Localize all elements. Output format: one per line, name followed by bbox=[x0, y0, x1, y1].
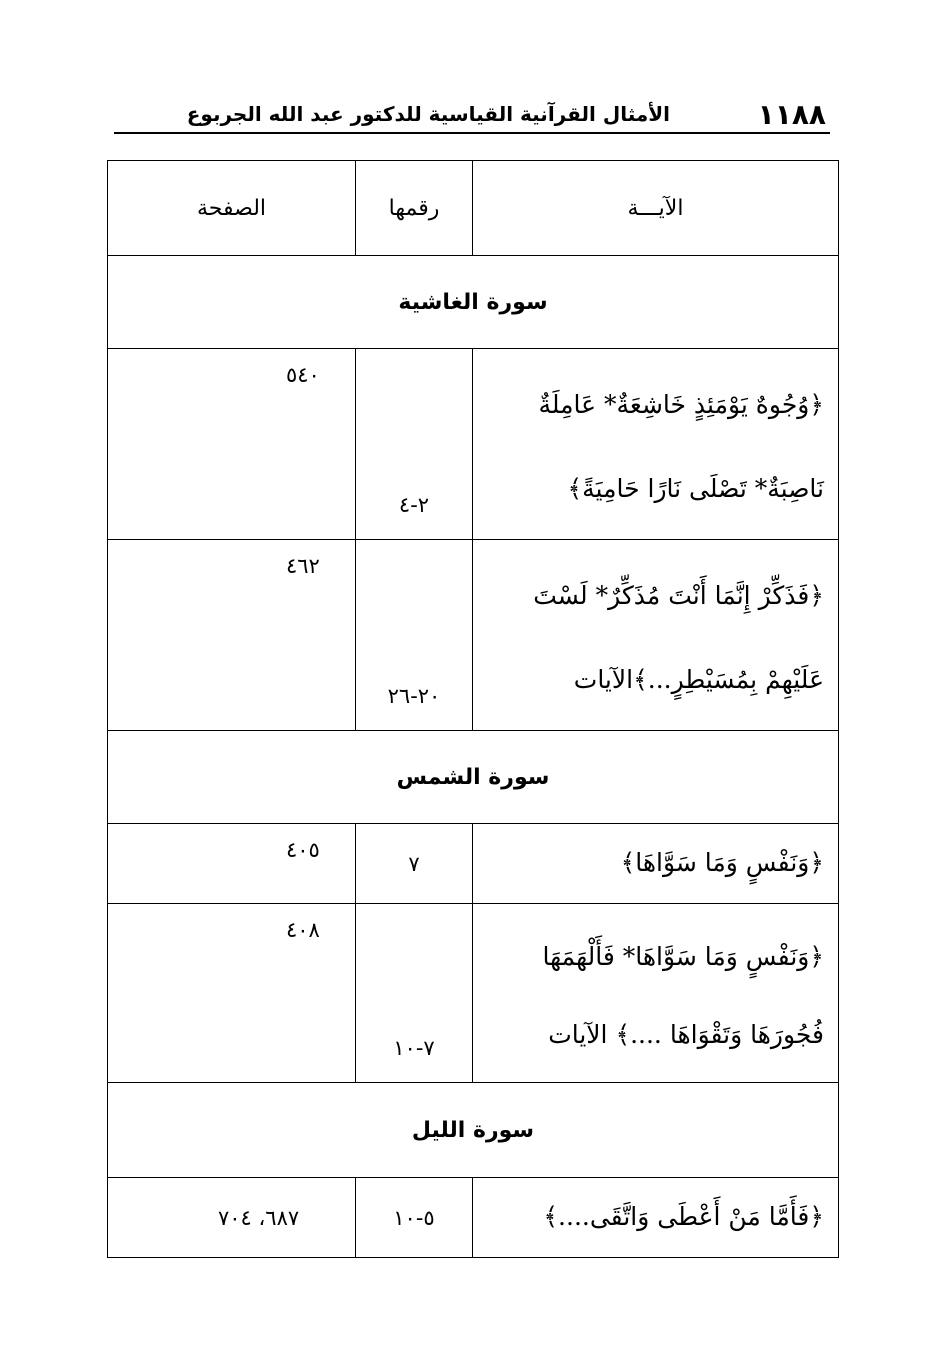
table-row bbox=[108, 540, 839, 731]
aya-number: ٢-٤ bbox=[356, 349, 473, 540]
page-ref: ٦٨٧، ٧٠٤ bbox=[108, 1178, 356, 1258]
aya-number: ٧ bbox=[356, 824, 473, 904]
table-row bbox=[108, 349, 839, 540]
surah-title: سورة الشمس bbox=[108, 731, 839, 824]
table-row bbox=[108, 904, 839, 1083]
aya-text: ﴿وَنَفْسٍ وَمَا سَوَّاهَا* فَأَلْهَمَهَا فُجُورَهَا وَتَقْوَاهَا ....﴾ الآيات bbox=[473, 904, 839, 1083]
page-ref: ٤٠٨ bbox=[108, 904, 356, 1083]
surah-row bbox=[108, 256, 839, 349]
aya-text: ﴿فَذَكِّرْ إِنَّمَا أَنْتَ مُذَكِّرٌ* لَسْتَ عَلَيْهِمْ بِمُسَيْطِرٍ...﴾الآيات bbox=[473, 540, 839, 731]
page-ref: ٥٤٠ bbox=[108, 349, 356, 540]
surah-row bbox=[108, 1083, 839, 1178]
table-row bbox=[108, 824, 839, 904]
page-number: ١١٨٨ bbox=[757, 98, 826, 131]
surah-title: سورة الليل bbox=[108, 1083, 839, 1178]
page-ref: ٤٠٥ bbox=[108, 824, 356, 904]
aya-text: ﴿وَنَفْسٍ وَمَا سَوَّاهَا﴾ bbox=[473, 824, 839, 904]
aya-number: ٧-١٠ bbox=[356, 904, 473, 1083]
aya-text: ﴿وُجُوهٌ يَوْمَئِذٍ خَاشِعَةٌ* عَامِلَةٌ نَاصِبَةٌ* تَصْلَى نَارًا حَامِيَةً﴾ bbox=[473, 349, 839, 540]
running-title: الأمثال القرآنية القياسية للدكتور عبد الله الجربوع bbox=[186, 102, 670, 126]
aya-number: ٥-١٠ bbox=[356, 1178, 473, 1258]
table-header-row bbox=[108, 161, 839, 256]
column-header-number: رقمها bbox=[356, 161, 473, 256]
column-header-page: الصفحة bbox=[108, 161, 356, 256]
surah-row bbox=[108, 731, 839, 824]
page-header bbox=[114, 96, 830, 134]
verse-index-table bbox=[107, 160, 839, 1258]
aya-number: ٢٠-٢٦ bbox=[356, 540, 473, 731]
aya-text: ﴿فَأَمَّا مَنْ أَعْطَى وَاتَّقَى....﴾ bbox=[473, 1178, 839, 1258]
column-header-aya: الآيـــة bbox=[473, 161, 839, 256]
surah-title: سورة الغاشية bbox=[108, 256, 839, 349]
page-ref: ٤٦٢ bbox=[108, 540, 356, 731]
table-row bbox=[108, 1178, 839, 1258]
